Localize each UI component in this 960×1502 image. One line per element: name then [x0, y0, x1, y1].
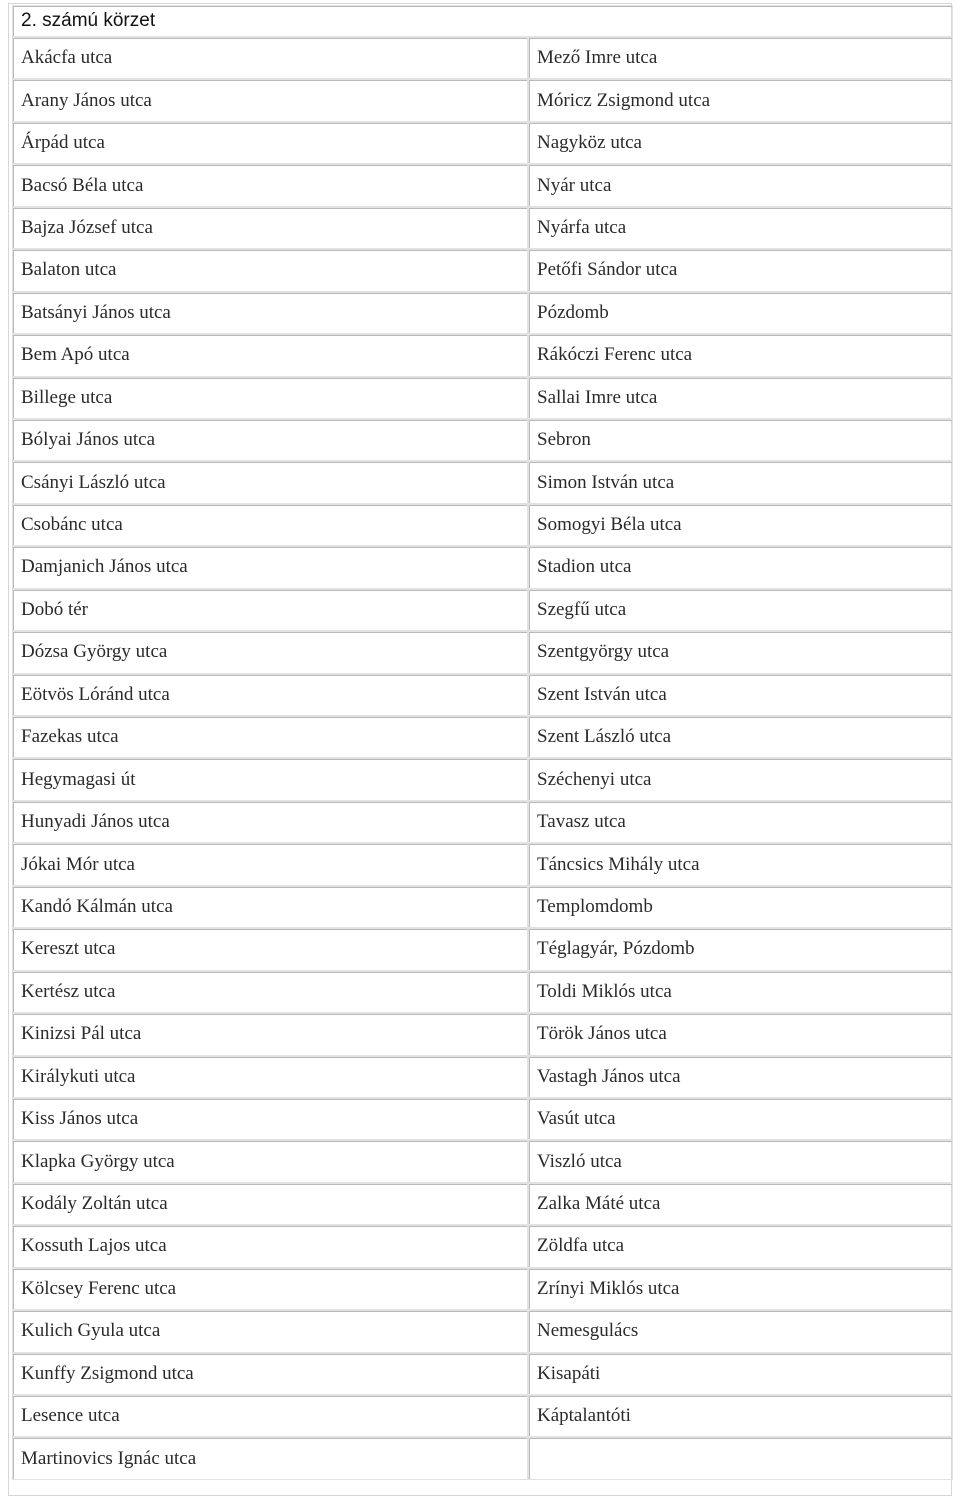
street-name-cell: Csányi László utca [12, 461, 528, 503]
table-row [12, 1013, 953, 1055]
table-row [12, 419, 953, 461]
street-name-cell: Lesence utca [12, 1395, 528, 1437]
street-name-cell: Nemesgulács [528, 1310, 953, 1352]
street-name-cell: Kölcsey Ferenc utca [12, 1268, 528, 1310]
table-row [12, 504, 953, 546]
street-name-cell: Martinovics Ignác utca [12, 1437, 528, 1479]
street-name-cell: Kunffy Zsigmond utca [12, 1353, 528, 1395]
street-name-cell: Táncsics Mihály utca [528, 843, 953, 885]
table-row [12, 843, 953, 885]
street-name-cell: Batsányi János utca [12, 292, 528, 334]
table-row [12, 1225, 953, 1267]
header-row [12, 5, 953, 37]
table-row [12, 249, 953, 291]
table-row [12, 971, 953, 1013]
table-row [12, 801, 953, 843]
street-name-cell: Simon István utca [528, 461, 953, 503]
street-name-cell: Zalka Máté utca [528, 1183, 953, 1225]
table-row [12, 546, 953, 588]
table-row [12, 886, 953, 928]
street-name-cell: Damjanich János utca [12, 546, 528, 588]
street-name-cell: Balaton utca [12, 249, 528, 291]
street-name-cell: Toldi Miklós utca [528, 971, 953, 1013]
district-title: 2. számú körzet [12, 5, 953, 37]
street-name-cell: Hegymagasi út [12, 758, 528, 800]
street-name-cell: Szentgyörgy utca [528, 631, 953, 673]
street-name-cell: Bacsó Béla utca [12, 164, 528, 206]
table-row [12, 37, 953, 79]
street-name-cell: Arany János utca [12, 79, 528, 121]
table-body [12, 5, 953, 1480]
table-row [12, 758, 953, 800]
table-row [12, 1310, 953, 1352]
street-name-cell: Billege utca [12, 377, 528, 419]
table-row [12, 377, 953, 419]
street-name-cell: Szent László utca [528, 716, 953, 758]
street-name-cell: Vasút utca [528, 1098, 953, 1140]
street-name-cell: Rákóczi Ferenc utca [528, 334, 953, 376]
table-row [12, 674, 953, 716]
street-name-cell: Bólyai János utca [12, 419, 528, 461]
street-name-cell: Zrínyi Miklós utca [528, 1268, 953, 1310]
street-name-cell: Csobánc utca [12, 504, 528, 546]
street-name-cell: Kandó Kálmán utca [12, 886, 528, 928]
street-name-cell: Eötvös Lóránd utca [12, 674, 528, 716]
table-row [12, 716, 953, 758]
street-name-cell: Nagyköz utca [528, 122, 953, 164]
table-row [12, 1437, 953, 1479]
street-name-cell: Jókai Mór utca [12, 843, 528, 885]
table-row [12, 292, 953, 334]
table-row [12, 164, 953, 206]
street-name-cell: Nyár utca [528, 164, 953, 206]
street-name-cell: Széchenyi utca [528, 758, 953, 800]
street-name-cell: Bajza József utca [12, 207, 528, 249]
street-name-cell: Klapka György utca [12, 1140, 528, 1182]
street-name-cell: Hunyadi János utca [12, 801, 528, 843]
street-name-cell: Dobó tér [12, 589, 528, 631]
street-name-cell: Sallai Imre utca [528, 377, 953, 419]
street-name-cell: Kiss János utca [12, 1098, 528, 1140]
street-name-cell: Kulich Gyula utca [12, 1310, 528, 1352]
street-name-cell: Kinizsi Pál utca [12, 1013, 528, 1055]
street-name-cell: Vastagh János utca [528, 1056, 953, 1098]
street-name-cell: Templomdomb [528, 886, 953, 928]
table-row [12, 1140, 953, 1182]
street-name-cell: Kisapáti [528, 1353, 953, 1395]
street-name-cell [528, 1437, 953, 1479]
table-row [12, 1268, 953, 1310]
street-name-cell: Viszló utca [528, 1140, 953, 1182]
street-name-cell: Petőfi Sándor utca [528, 249, 953, 291]
table-row [12, 1098, 953, 1140]
street-name-cell: Somogyi Béla utca [528, 504, 953, 546]
table-row [12, 1183, 953, 1225]
table-row [12, 207, 953, 249]
street-name-cell: Árpád utca [12, 122, 528, 164]
table-row [12, 928, 953, 970]
table-row [12, 1353, 953, 1395]
table-row [12, 461, 953, 503]
table-row [12, 1395, 953, 1437]
street-name-cell: Fazekas utca [12, 716, 528, 758]
street-name-cell: Kertész utca [12, 971, 528, 1013]
table-row [12, 122, 953, 164]
street-name-cell: Török János utca [528, 1013, 953, 1055]
table-row [12, 79, 953, 121]
street-name-cell: Akácfa utca [12, 37, 528, 79]
street-name-cell: Káptalantóti [528, 1395, 953, 1437]
street-name-cell: Zöldfa utca [528, 1225, 953, 1267]
street-name-cell: Pózdomb [528, 292, 953, 334]
street-name-cell: Nyárfa utca [528, 207, 953, 249]
district-street-table [12, 5, 953, 1480]
street-name-cell: Sebron [528, 419, 953, 461]
table-row [12, 589, 953, 631]
table-row [12, 631, 953, 673]
street-name-cell: Kossuth Lajos utca [12, 1225, 528, 1267]
street-name-cell: Szent István utca [528, 674, 953, 716]
table-row [12, 1056, 953, 1098]
street-name-cell: Tavasz utca [528, 801, 953, 843]
street-name-cell: Szegfű utca [528, 589, 953, 631]
street-name-cell: Dózsa György utca [12, 631, 528, 673]
street-name-cell: Királykuti utca [12, 1056, 528, 1098]
street-name-cell: Kodály Zoltán utca [12, 1183, 528, 1225]
street-name-cell: Téglagyár, Pózdomb [528, 928, 953, 970]
street-name-cell: Stadion utca [528, 546, 953, 588]
street-name-cell: Bem Apó utca [12, 334, 528, 376]
street-name-cell: Kereszt utca [12, 928, 528, 970]
street-name-cell: Móricz Zsigmond utca [528, 79, 953, 121]
street-name-cell: Mező Imre utca [528, 37, 953, 79]
table-row [12, 334, 953, 376]
